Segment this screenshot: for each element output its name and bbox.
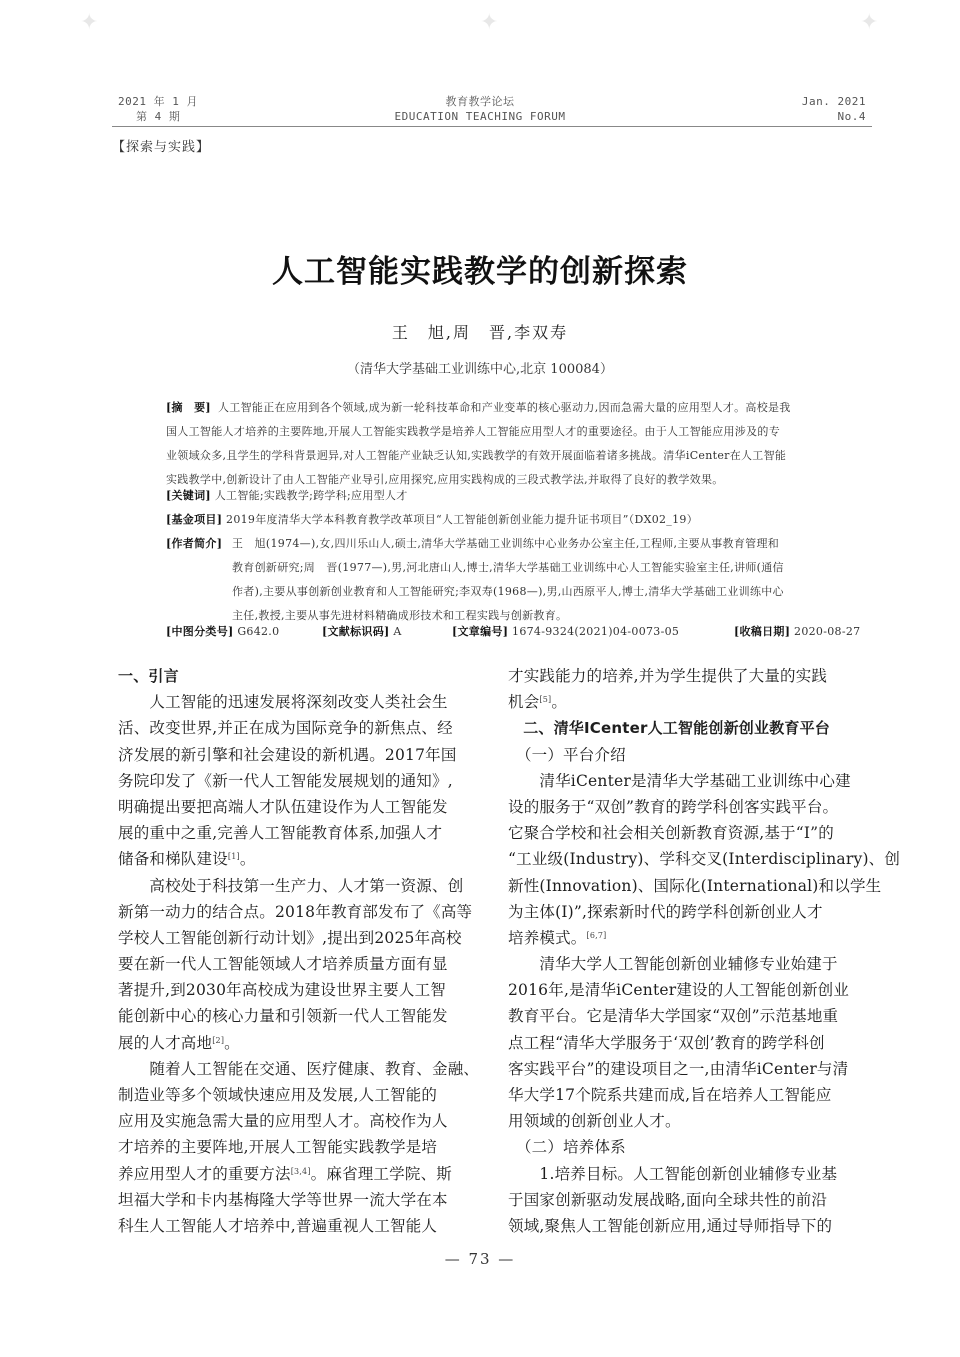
line-text: （一）平台介绍 <box>508 745 626 764</box>
abstract-line: 国人工智能人才培养的主要阵地,开展人工智能实践教学是培养人工智能应用型人才的重要途径。由于人工智能应用涉及的专 <box>166 425 780 438</box>
body-text-line <box>118 1108 488 1134</box>
line-text: 才实践能力的培养,并为学生提供了大量的实践 <box>508 667 828 685</box>
body-text-line <box>118 1134 488 1160</box>
fund-text: 2019年度清华大学本科教育教学改革项目“人工智能创新创业能力提升证书项目”（DX02_19） <box>226 513 698 526</box>
line-text: 培养模式。 <box>508 928 587 947</box>
body-text-line <box>118 873 488 899</box>
body-text-line <box>118 1213 488 1239</box>
header-rule <box>112 126 872 127</box>
header-number-en: No.4 <box>837 110 866 123</box>
body-text-line <box>508 689 878 715</box>
abstract-line: 人工智能正在应用到各个领域,成为新一轮科技革命和产业变革的核心驱动力,因而急需大量的应用型人才。高校是我 <box>218 401 791 414</box>
header-date-en <box>720 94 866 124</box>
line-text: 才培养的主要阵地,开展人工智能实践教学是培 <box>118 1138 438 1157</box>
line-tail: 。麻省理工学院、斯 <box>310 1164 452 1183</box>
line-text: 机会 <box>508 693 540 712</box>
body-text-line <box>508 1134 878 1160</box>
author-bio-line: 主任,教授,主要从事先进材料精确成形技术和工程实践与创新教育。 <box>232 609 568 622</box>
section-tag: 【探索与实践】 <box>112 140 211 155</box>
header-month-en: Jan. 2021 <box>801 95 866 108</box>
line-tail: 。 <box>239 850 256 869</box>
abstract-block <box>166 396 876 492</box>
line-text: 1.培养目标。人工智能创新创业辅修专业基 <box>508 1164 838 1183</box>
article-number-label: [文章编号] <box>452 625 509 638</box>
line-text: 人工智能的迅速发展将深刻改变人类社会生 <box>118 693 448 712</box>
article-number-field <box>452 620 679 644</box>
body-text-line <box>118 1161 488 1187</box>
body-text-line <box>508 951 878 977</box>
line-text: 展的人才高地 <box>118 1033 213 1052</box>
body-text-line <box>118 715 488 741</box>
article-number-value: 1674-9324(2021)04-0073-05 <box>512 625 680 638</box>
line-text: 用领域的创新创业人才。 <box>508 1112 681 1131</box>
body-text-line <box>508 1108 878 1134</box>
line-text: 一、引言 <box>118 667 179 685</box>
author-bio-block <box>166 532 876 628</box>
abstract-line: 实践教学中,创新设计了由人工智能产业导引,应用探究,应用实践构成的三段式教学法,并取得了良好的教学效果。 <box>166 473 724 486</box>
line-text: 务院印发了《新一代人工智能发展规划的通知》, <box>118 771 453 790</box>
journal-name-en: EDUCATION TEACHING FORUM <box>394 110 566 123</box>
left-column <box>118 663 488 1239</box>
body-text-line <box>118 1082 488 1108</box>
author-bio-label: [作者简介] <box>166 537 223 550</box>
keywords-block <box>166 484 876 508</box>
body-text-line <box>508 1161 878 1187</box>
body-text-line <box>118 1003 488 1029</box>
header-issue-line: 第 4 期 <box>136 110 181 123</box>
clc-label: [中图分类号] <box>166 625 234 638</box>
line-text: 高校处于科技第一生产力、人才第一资源、创 <box>118 876 464 895</box>
received-date-label: [收稿日期] <box>734 625 791 638</box>
line-text: 点工程“清华大学服务于‘双创’教育的跨学科创 <box>508 1033 825 1052</box>
line-text: 展的重中之重,完善人工智能教育体系,加强人才 <box>118 824 443 843</box>
body-text-line <box>508 977 878 1003</box>
classification-row <box>166 620 876 644</box>
line-tail: 。 <box>224 1033 240 1052</box>
body-text-line <box>118 977 488 1003</box>
article-authors: 王 旭,周 晋,李双寿 <box>391 323 569 342</box>
line-text: 养应用型人才的重要方法 <box>118 1164 291 1183</box>
line-text: （二）培养体系 <box>508 1138 626 1157</box>
body-text-line <box>118 742 488 768</box>
watermark: ✦ <box>80 10 99 35</box>
line-text: 新性(Innovation)、国际化(International)和以学生 <box>508 876 882 895</box>
doc-code-label: [文献标识码] <box>322 625 390 638</box>
fund-block <box>166 508 876 532</box>
line-text: 要在新一代人工智能领域人才培养质量方面有显 <box>118 955 448 974</box>
page-number: — 73 — <box>444 1250 516 1268</box>
abstract-label: [摘 要] <box>166 401 211 414</box>
line-text: 客实践平台”的建设项目之一,由清华iCenter与清 <box>508 1059 849 1078</box>
section-heading <box>118 663 488 689</box>
body-text-line <box>508 873 882 899</box>
line-text: 设的服务于“双创”教育的跨学科创客实践平台。 <box>508 797 839 816</box>
section-heading <box>508 715 878 741</box>
body-text-line <box>118 899 488 925</box>
line-text: 明确提出要把高端人才队伍建设作为人工智能发 <box>118 797 448 816</box>
line-text: 教育平台。它是清华大学国家“双创”示范基地重 <box>508 1007 839 1026</box>
line-text: 于国家创新驱动发展战略,面向全球共性的前沿 <box>508 1190 828 1209</box>
line-text: 它聚合学校和社会相关创新教育资源,基于“I”的 <box>508 824 834 843</box>
line-text: 二、清华ICenter人工智能创新创业教育平台 <box>508 719 830 738</box>
fund-label: [基金项目] <box>166 513 223 526</box>
body-text-line <box>508 663 878 689</box>
line-text: 清华iCenter是清华大学基础工业训练中心建 <box>508 771 851 790</box>
line-text: 制造业等多个领域快速应用及发展,人工智能的 <box>118 1086 438 1104</box>
article-affiliation: （清华大学基础工业训练中心,北京 100084） <box>347 362 613 377</box>
watermark: ✦ <box>480 10 499 35</box>
line-text: 为主体(I)”,探索新时代的跨学科创新创业人才 <box>508 902 823 921</box>
line-text: 华大学17个院系共建而成,旨在培养人工智能应 <box>508 1086 832 1104</box>
line-text: 新第一动力的结合点。2018年教育部发布了《高等 <box>118 902 473 921</box>
citation-marker: [6,7] <box>586 930 607 940</box>
citation-marker: [3,4] <box>290 1166 311 1176</box>
body-text-line <box>118 925 488 951</box>
body-text-line <box>508 925 878 951</box>
line-text: 能创新中心的核心力量和引领新一代人工智能发 <box>118 1007 448 1026</box>
author-bio-line: 作者),主要从事创新创业教育和人工智能研究;李双寿(1968—),男,山西原平人,博士,清华大学基础工业训练中心 <box>232 585 784 598</box>
citation-marker: [1] <box>227 852 240 862</box>
body-text-line <box>118 794 488 820</box>
right-column <box>508 663 901 1239</box>
body-text-line <box>508 742 878 768</box>
body-text-line <box>508 899 878 925</box>
line-tail: 。 <box>551 693 568 712</box>
line-text: 储备和梯队建设 <box>118 850 228 869</box>
line-text: 学校人工智能创新行动计划》,提出到2025年高校 <box>118 928 462 947</box>
body-text-line <box>118 689 488 715</box>
received-date-value: 2020-08-27 <box>794 625 861 638</box>
line-text: 济发展的新引擎和社会建设的新机遇。2017年国 <box>118 745 457 764</box>
body-text-line <box>508 1056 878 1082</box>
body-text-line <box>508 820 878 846</box>
body-text-line <box>508 768 878 794</box>
watermark: ✦ <box>860 10 879 35</box>
citation-marker: [5] <box>539 695 552 705</box>
line-text: 随着人工智能在交通、医疗健康、教育、金融、 <box>118 1059 480 1078</box>
body-text-line <box>118 1030 488 1056</box>
header-journal <box>330 94 630 124</box>
keywords-label: [关键词] <box>166 489 211 502</box>
header-date <box>118 94 268 124</box>
header-date-line: 2021 年 1 月 <box>118 95 198 108</box>
line-text: 活、改变世界,并正在成为国际竞争的新焦点、经 <box>118 719 453 738</box>
doc-code-value: A <box>393 625 402 638</box>
citation-marker: [2] <box>212 1035 225 1045</box>
author-bio-line: 王 旭(1974—),女,四川乐山人,硕士,清华大学基础工业训练中心业务办公室主任,工程师,主要从事教育管理和 <box>232 537 780 550</box>
doc-code-field <box>322 620 402 644</box>
line-text: 清华大学人工智能创新创业辅修专业始建于 <box>508 955 838 974</box>
body-text-line <box>118 1056 488 1082</box>
body-text-line <box>118 846 488 872</box>
body-text-line <box>118 820 488 846</box>
body-text-line <box>118 951 488 977</box>
line-text: “工业级(Industry)、学科交叉(Interdisciplinary)、创 <box>508 850 901 869</box>
body-text-line <box>508 794 878 820</box>
received-date-field <box>734 620 860 644</box>
line-text: 坦福大学和卡内基梅隆大学等世界一流大学在本 <box>118 1190 448 1209</box>
line-text: 应用及实施急需大量的应用型人才。高校作为人 <box>118 1112 448 1131</box>
clc-field <box>166 620 279 644</box>
keywords-text: 人工智能;实践教学;跨学科;应用型人才 <box>214 489 408 502</box>
body-text-line <box>508 1030 878 1056</box>
body-text-line <box>118 1187 488 1213</box>
line-text: 著提升,到2030年高校成为建设世界主要人工智 <box>118 981 446 1000</box>
clc-value: G642.0 <box>237 625 280 638</box>
body-text-line <box>118 768 488 794</box>
abstract-line: 业领域众多,且学生的学科背景迥异,对人工智能产业缺乏认知,实践教学的有效开展面临着诸多挑战。清华iCenter在人工智能 <box>166 449 787 462</box>
body-text-line <box>508 1213 878 1239</box>
article-title: 人工智能实践教学的创新探索 <box>272 254 688 290</box>
body-text-line <box>508 846 901 872</box>
line-text: 2016年,是清华iCenter建设的人工智能创新创业 <box>508 981 850 1000</box>
body-text-line <box>508 1003 878 1029</box>
author-bio-line: 教育创新研究;周 晋(1977—),男,河北唐山人,博士,清华大学基础工业训练中心人工智能实验室主任,讲师(通信 <box>232 561 784 574</box>
journal-name-cn: 教育教学论坛 <box>445 95 515 108</box>
line-text: 科生人工智能人才培养中,普遍重视人工智能人 <box>118 1216 438 1235</box>
body-text-line <box>508 1187 878 1213</box>
line-text: 领域,聚焦人工智能创新应用,通过导师指导下的 <box>508 1216 833 1235</box>
body-text-line <box>508 1082 878 1108</box>
